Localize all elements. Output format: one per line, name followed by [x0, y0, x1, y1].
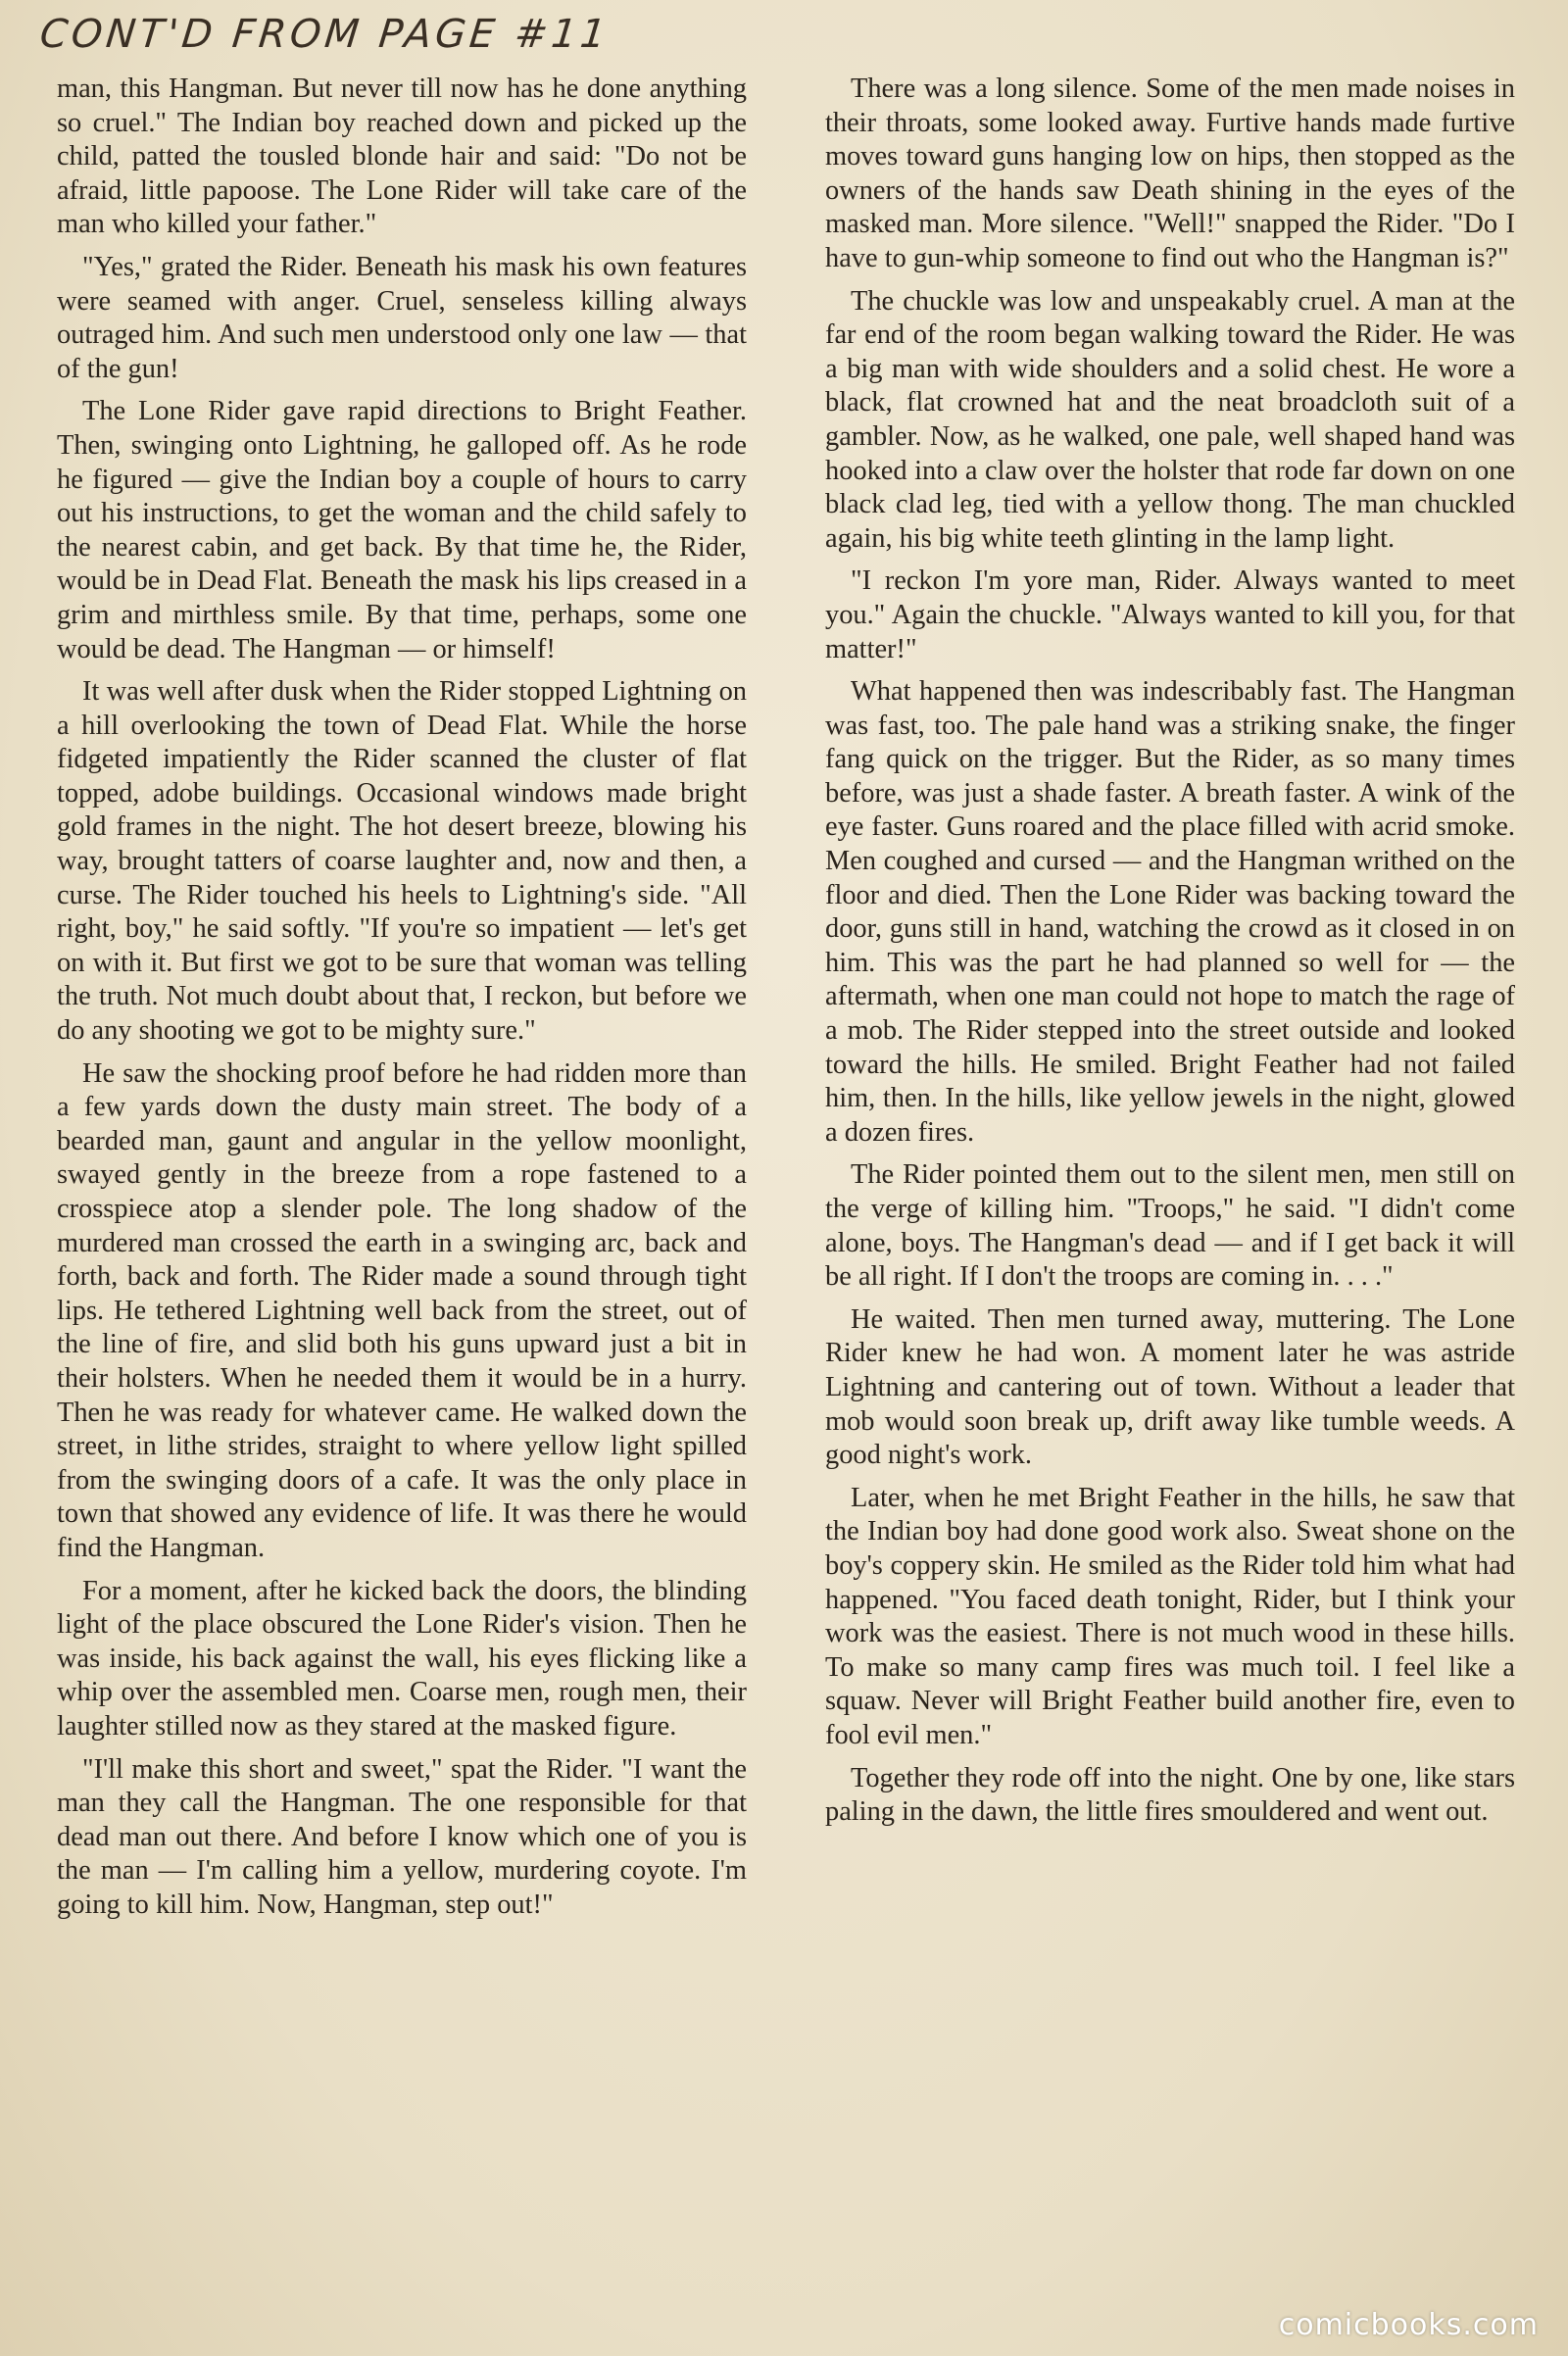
paragraph: "I'll make this short and sweet," spat the Rider. "I want the man they call the Hangman. The one responsible for that dead man out there. And before I know which one of you is the man — I'm calling him a yellow, murdering coyote. I'm going to kill him. Now, Hangman, step out!" [57, 1753, 747, 1920]
paragraph: It was well after dusk when the Rider stopped Lightning on a hill overlooking the town of Dead Flat. While the horse fidgeted impatiently the Rider scanned the cluster of flat topped, adobe buildings. Occasional windows made bright gold frames in the night. The hot desert breeze, blowing his way, brought tatters of coarse laughter and, now and then, a curse. The Rider touched his heels to Lightning's side. "All right, boy," he said softly. "If you're so impatient — let's get on with it. But first we got to be sure that woman was telling the truth. Not much doubt about that, I reckon, but before we do any shooting we got to be mighty sure." [57, 676, 747, 1047]
paragraph: He waited. Then men turned away, muttering. The Lone Rider knew he had won. A moment later he was astride Lightning and cantering out of town. Without a leader that mob would soon break up, drift away like tumble weeds. A good night's work. [825, 1303, 1515, 1471]
continued-from-header: CONT'D FROM PAGE #11 [37, 12, 612, 57]
paragraph: The chuckle was low and unspeakably cruel. A man at the far end of the room began walking toward the Rider. He was a big man with wide shoulders and a solid chest. He wore a black, flat crowned hat and the neat broadcloth suit of a gambler. Now, as he walked, one pale, well shaped hand was hooked into a claw over the holster that rode far down on one black clad leg, tied with a yellow thong. The man chuckled again, his big white teeth glinting in the lamp light. [825, 285, 1515, 554]
left-text-column [57, 73, 747, 1931]
paragraph: "Yes," grated the Rider. Beneath his mask his own features were seamed with anger. Cruel, senseless killing always outraged him. And such men understood only one law — that of the gun! [57, 251, 747, 384]
paragraph: He saw the shocking proof before he had ridden more than a few yards down the dusty main street. The body of a bearded man, gaunt and angular in the yellow moonlight, swayed gently in the breeze from a rope fastened to a crosspiece atop a slender pole. The long shadow of the murdered man crossed the earth in a swinging arc, back and forth, back and forth. The Rider made a sound through tight lips. He tethered Lightning well back from the street, out of the line of fire, and slid both his guns upward just a bit in their holsters. When he needed them it would be in a hurry. Then he was ready for whatever came. He walked down the street, in lithe strides, straight to where yellow light spilled from the swinging doors of a cafe. It was the only place in town that showed any evidence of life. It was there he would find the Hangman. [57, 1057, 747, 1563]
paragraph: Later, when he met Bright Feather in the hills, he saw that the Indian boy had done good work also. Sweat shone on the boy's coppery skin. He smiled as the Rider told him what had happened. "You faced death tonight, Rider, but I think your work was the easiest. There is not much wood in these hills. To make so many camp fires was much toil. I feel like a squaw. Never will Bright Feather build another fire, even to fool evil men." [825, 1482, 1515, 1750]
paragraph: What happened then was indescribably fast. The Hangman was fast, too. The pale hand was a striking snake, the finger fang quick on the trigger. But the Rider, as so many times before, was just a shade faster. A breath faster. A wink of the eye faster. Guns roared and the place filled with acrid smoke. Men coughed and cursed — and the Hangman writhed on the floor and died. Then the Lone Rider was backing toward the door, guns still in hand, watching the crowd as it closed in on him. This was the part he had planned so well for — the aftermath, when one man could not hope to match the rage of a mob. The Rider stepped into the street outside and looked toward the hills. He smiled. Bright Feather had not failed him, then. In the hills, like yellow jewels in the night, glowed a dozen fires. [825, 676, 1515, 1148]
paragraph: "I reckon I'm yore man, Rider. Always wanted to meet you." Again the chuckle. "Always wanted to kill you, for that matter!" [825, 565, 1515, 664]
right-text-column [825, 73, 1515, 1839]
site-watermark: comicbooks.com [1278, 2308, 1539, 2342]
paragraph: There was a long silence. Some of the men made noises in their throats, some looked away. Furtive hands made furtive moves toward guns hanging low on hips, then stopped as the owners of the hands saw Death shining in the eyes of the masked man. More silence. "Well!" snapped the Rider. "Do I have to gun-whip someone to find out who the Hangman is?" [825, 74, 1515, 273]
paragraph: The Lone Rider gave rapid directions to Bright Feather. Then, swinging onto Lightning, he galloped off. As he rode he figured — give the Indian boy a couple of hours to carry out his instructions, to get the woman and the child safely to the nearest cabin, and get back. By that time he, the Rider, would be in Dead Flat. Beneath the mask his lips creased in a grim and mirthless smile. By that time, perhaps, some one would be dead. The Hangman — or himself! [57, 396, 747, 664]
paragraph: man, this Hangman. But never till now has he done anything so cruel." The Indian boy reached down and picked up the child, patted the tousled blonde hair and said: "Do not be afraid, little papoose. The Lone Rider will take care of the man who killed your father." [57, 74, 747, 240]
paragraph: For a moment, after he kicked back the doors, the blinding light of the place obscured the Lone Rider's vision. Then he was inside, his back against the wall, his eyes flicking like a whip over the assembled men. Coarse men, rough men, their laughter stilled now as they stared at the masked figure. [57, 1575, 747, 1742]
paragraph: The Rider pointed them out to the silent men, men still on the verge of killing him. "Troops," he said. "I didn't come alone, boys. The Hangman's dead — and if I get back it will be all right. If I don't the troops are coming in. . . ." [825, 1159, 1515, 1293]
paragraph: Together they rode off into the night. One by one, like stars paling in the dawn, the little fires smouldered and went out. [825, 1762, 1515, 1828]
